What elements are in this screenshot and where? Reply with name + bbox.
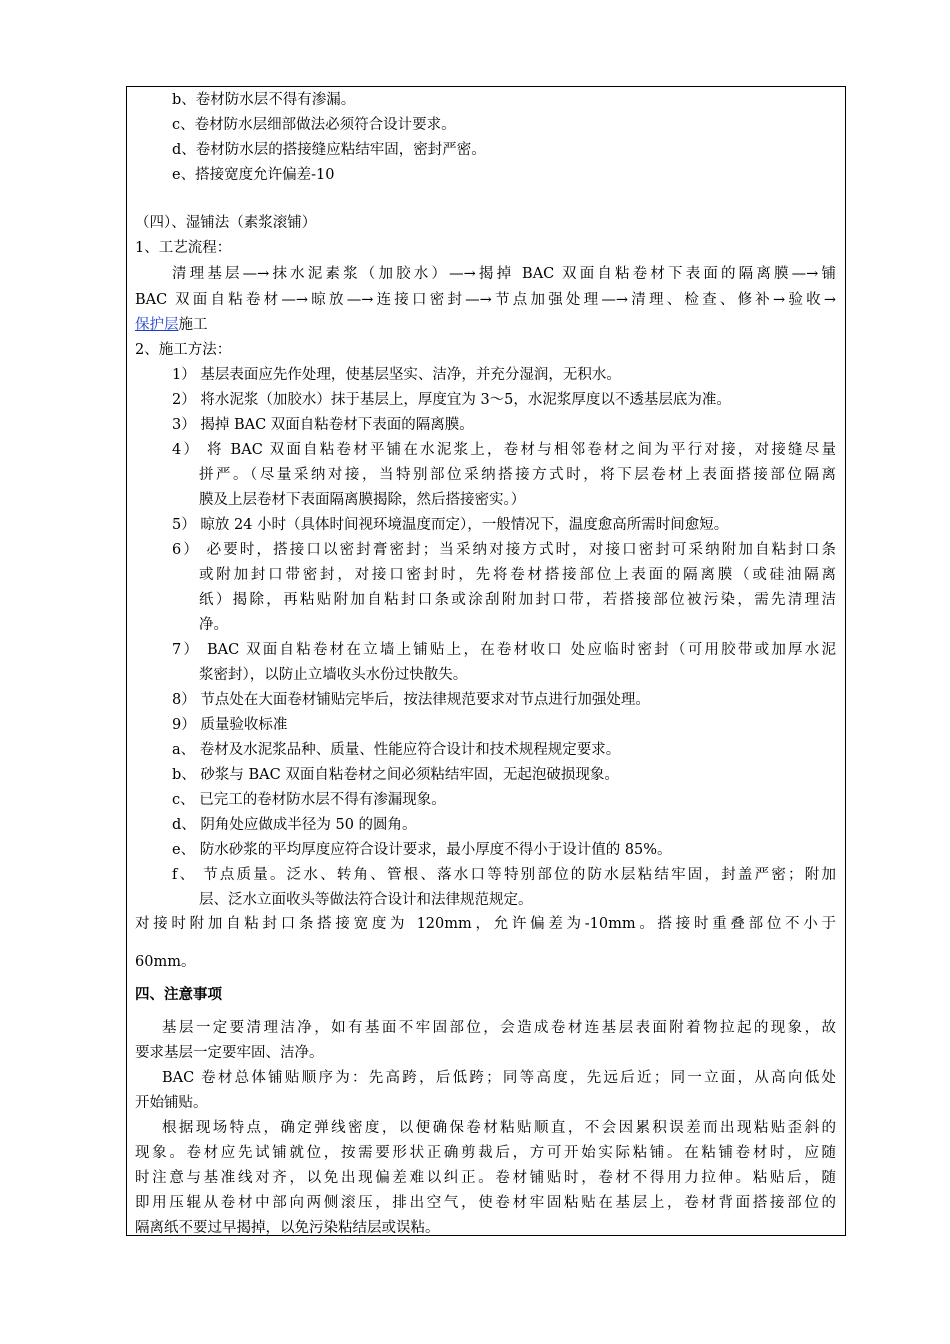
list-item: e、 防水砂浆的平均厚度应符合设计要求，最小厚度不得小于设计值的 85%。	[172, 842, 672, 858]
text-fragment: 施工	[178, 317, 208, 333]
list-item: 3） 揭掉 BAC 双面自粘卷材下表面的隔离膜。	[172, 417, 474, 433]
paragraph-line: 根据现场特点，确定弹线密度，以便确保卷材粘贴顺直，不会因累积误差而出现粘贴歪斜的	[162, 1120, 836, 1136]
list-item: 7） BAC 双面自粘卷材在立墙上铺贴上，在卷材收口 处应临时密封（可用胶带或加厚水泥	[172, 642, 836, 658]
list-item-continued: 或附加封口带密封，对接口密封时，先将卷材搭接部位上表面的隔离膜（或硅油隔离	[199, 567, 836, 583]
list-item: 9） 质量验收标准	[172, 717, 288, 733]
text-line: e、搭接宽度允许偏差-10	[172, 167, 335, 183]
text-line: d、卷材防水层的搭接缝应粘结牢固，密封严密。	[172, 142, 486, 158]
paragraph-line: 即用压辊从卷材中部向两侧滚压，排出空气，使卷材牢固粘贴在基层上，卷材背面搭接部位的	[135, 1195, 836, 1211]
protective-layer-link[interactable]: 保护层	[135, 317, 179, 333]
text-line: BAC 双面自粘卷材—→晾放—→连接口密封—→节点加强处理—→清理、检查、修补→验收→	[135, 292, 836, 308]
list-item: f、 节点质量。泛水、转角、管根、落水口等特别部位的防水层粘结牢固，封盖严密；附加	[172, 867, 836, 883]
list-item: 2） 将水泥浆（加胶水）抹于基层上，厚度宜为 3～5，水泥浆厚度以不透基层底为准。	[172, 392, 731, 408]
text-line: c、卷材防水层细部做法必须符合设计要求。	[172, 117, 456, 133]
paragraph-line: 基层一定要清理洁净，如有基面不牢固部位，会造成卷材连基层表面附着物拉起的现象，故	[162, 1020, 836, 1036]
list-item: 6） 必要时，搭接口以密封膏密封；当采纳对接方式时，对接口密封可采纳附加自粘封口条	[172, 542, 836, 558]
list-item: c、 已完工的卷材防水层不得有渗漏现象。	[172, 792, 446, 808]
list-item: 4） 将 BAC 双面自粘卷材平铺在水泥浆上，卷材与相邻卷材之间为平行对接，对接缝尽量	[172, 442, 836, 458]
list-item: 1） 基层表面应先作处理，使基层坚实、洁净，并充分湿润，无积水。	[172, 367, 621, 383]
text-line: 1、工艺流程：	[135, 240, 232, 256]
paragraph-line: 现象。卷材应先试铺就位，按需要形状正确剪裁后，方可开始实际粘铺。在粘铺卷材时，应随	[135, 1145, 836, 1161]
list-item-continued: 拼严。（尽量采纳对接，当特别部位采纳搭接方式时，将下层卷材上表面搭接部位隔离	[199, 467, 836, 483]
text-line: b、卷材防水层不得有渗漏。	[172, 92, 356, 108]
paragraph-line: 开始铺贴。	[135, 1095, 208, 1111]
list-item: 8） 节点处在大面卷材铺贴完毕后，按法律规范要求对节点进行加强处理。	[172, 692, 650, 708]
text-line	[135, 315, 208, 335]
text-line: 清理基层—→抹水泥素浆（加胶水）—→揭掉 BAC 双面自粘卷材下表面的隔离膜—→铺	[172, 266, 836, 282]
list-item-continued: 浆密封），以防止立墙收头水份过快散失。	[199, 667, 468, 683]
paragraph-line: 时注意与基准线对齐，以免出现偏差难以纠正。卷材铺贴时，卷材不得用力拉伸。粘贴后，随	[135, 1170, 836, 1186]
section-heading: （四）、湿铺法（素浆滚铺）	[135, 215, 317, 231]
paragraph-line: BAC 卷材总体铺贴顺序为：先高跨，后低跨；同等高度，先远后近；同一立面，从高向低处	[162, 1070, 836, 1086]
paragraph-line: 隔离纸不要过早揭掉，以免污染粘结层或误粘。	[135, 1220, 440, 1236]
text-line: 对接时附加自粘封口条搭接宽度为 120mm，允许偏差为-10mm。搭接时重叠部位不小于	[135, 916, 836, 932]
list-item: 5） 晾放 24 小时（具体时间视环境温度而定），一般情况下，温度愈高所需时间愈短。	[172, 517, 729, 533]
text-line: 60mm。	[135, 954, 196, 970]
list-item-continued: 膜及上层卷材下表面隔离膜揭除，然后搭接密实。）	[199, 492, 526, 508]
paragraph-line: 要求基层一定要牢固、洁净。	[135, 1045, 324, 1061]
text-line: 2、施工方法：	[135, 342, 232, 358]
list-item-continued: 净。	[199, 617, 228, 633]
list-item-continued: 层、泛水立面收头等做法符合设计和法律规范规定。	[199, 892, 533, 908]
section-heading: 四、注意事项	[135, 986, 222, 1003]
list-item-continued: 纸）揭除，再粘贴附加自粘封口条或涂刮附加封口带，若搭接部位被污染，需先清理洁	[199, 592, 836, 608]
list-item: d、 阴角处应做成半径为 50 的圆角。	[172, 817, 417, 833]
list-item: b、 砂浆与 BAC 双面自粘卷材之间必须粘结牢固，无起泡破损现象。	[172, 767, 619, 783]
list-item: a、 卷材及水泥浆品种、质量、性能应符合设计和技术规程规定要求。	[172, 742, 621, 758]
content-frame	[126, 86, 846, 1236]
